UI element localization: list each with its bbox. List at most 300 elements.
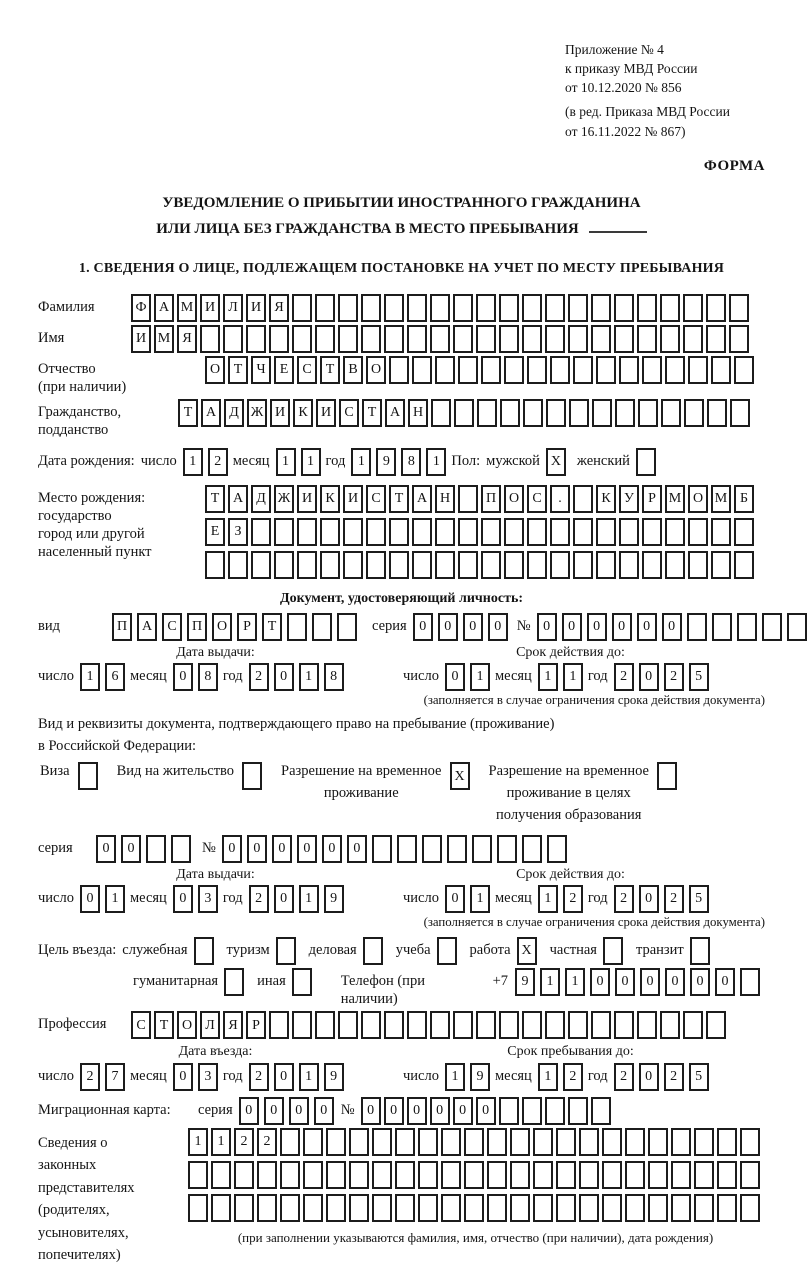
char-cell[interactable]: 0 [430,1097,450,1125]
char-cell[interactable] [545,294,565,322]
char-cell[interactable]: О [688,485,708,513]
char-cell[interactable]: . [550,485,570,513]
char-cell[interactable] [326,1128,346,1156]
char-cell[interactable] [303,1194,323,1222]
char-cell[interactable]: 0 [453,1097,473,1125]
char-cell[interactable] [320,518,340,546]
char-cell[interactable]: 0 [537,613,557,641]
char-cell[interactable] [395,1194,415,1222]
char-cell[interactable]: О [212,613,232,641]
char-cell[interactable] [487,1161,507,1189]
char-cell[interactable] [430,1011,450,1039]
char-cell[interactable]: Н [408,399,428,427]
char-cell[interactable]: 1 [351,448,371,476]
char-cell[interactable]: В [343,356,363,384]
char-cell[interactable]: Т [154,1011,174,1039]
char-cell[interactable]: 0 [274,663,294,691]
char-cell[interactable]: 1 [538,885,558,913]
char-cell[interactable] [602,1128,622,1156]
char-cell[interactable]: 1 [563,663,583,691]
char-cell[interactable] [619,551,639,579]
char-cell[interactable] [638,399,658,427]
char-cell[interactable] [447,835,467,863]
char-cell[interactable] [361,325,381,353]
char-cell[interactable] [671,1128,691,1156]
char-cell[interactable] [734,356,754,384]
char-cell[interactable]: 1 [276,448,296,476]
char-cell[interactable]: Ч [251,356,271,384]
char-cell[interactable] [712,613,732,641]
char-cell[interactable] [556,1194,576,1222]
char-cell[interactable] [188,1161,208,1189]
char-cell[interactable]: 5 [689,1063,709,1091]
char-cell[interactable]: X [546,448,566,476]
char-cell[interactable] [487,1128,507,1156]
char-cell[interactable] [366,551,386,579]
char-cell[interactable] [579,1161,599,1189]
char-cell[interactable] [688,356,708,384]
char-cell[interactable] [706,1011,726,1039]
char-cell[interactable] [660,325,680,353]
char-cell[interactable]: М [154,325,174,353]
char-cell[interactable] [274,518,294,546]
char-cell[interactable]: Я [177,325,197,353]
char-cell[interactable] [315,325,335,353]
char-cell[interactable] [234,1194,254,1222]
char-cell[interactable] [573,485,593,513]
char-cell[interactable] [464,1128,484,1156]
char-cell[interactable] [706,325,726,353]
char-cell[interactable] [614,1011,634,1039]
char-cell[interactable]: Р [642,485,662,513]
char-cell[interactable] [717,1194,737,1222]
char-cell[interactable] [568,294,588,322]
char-cell[interactable] [292,968,312,996]
char-cell[interactable] [550,356,570,384]
char-cell[interactable]: 1 [426,448,446,476]
char-cell[interactable]: 0 [445,663,465,691]
char-cell[interactable]: 7 [105,1063,125,1091]
char-cell[interactable] [619,518,639,546]
char-cell[interactable]: Б [734,485,754,513]
char-cell[interactable] [389,356,409,384]
char-cell[interactable]: 1 [538,663,558,691]
char-cell[interactable]: 0 [96,835,116,863]
char-cell[interactable] [453,325,473,353]
char-cell[interactable] [625,1128,645,1156]
char-cell[interactable] [200,325,220,353]
char-cell[interactable]: 0 [587,613,607,641]
char-cell[interactable]: 0 [637,613,657,641]
char-cell[interactable] [602,1194,622,1222]
char-cell[interactable]: К [596,485,616,513]
char-cell[interactable]: 0 [297,835,317,863]
char-cell[interactable] [660,1011,680,1039]
char-cell[interactable] [694,1194,714,1222]
char-cell[interactable]: 8 [324,663,344,691]
char-cell[interactable] [384,1011,404,1039]
char-cell[interactable]: 0 [488,613,508,641]
char-cell[interactable] [361,294,381,322]
char-cell[interactable]: 1 [183,448,203,476]
char-cell[interactable]: М [711,485,731,513]
char-cell[interactable] [146,835,166,863]
char-cell[interactable] [671,1161,691,1189]
char-cell[interactable] [550,551,570,579]
char-cell[interactable] [740,1128,760,1156]
char-cell[interactable] [435,356,455,384]
char-cell[interactable]: 1 [299,1063,319,1091]
char-cell[interactable]: 0 [173,663,193,691]
char-cell[interactable] [717,1128,737,1156]
char-cell[interactable] [527,518,547,546]
char-cell[interactable] [614,294,634,322]
char-cell[interactable]: 0 [247,835,267,863]
char-cell[interactable]: 8 [401,448,421,476]
char-cell[interactable]: 2 [563,1063,583,1091]
char-cell[interactable] [464,1161,484,1189]
char-cell[interactable]: Я [223,1011,243,1039]
char-cell[interactable]: Е [205,518,225,546]
char-cell[interactable] [730,399,750,427]
char-cell[interactable] [397,835,417,863]
char-cell[interactable]: Н [435,485,455,513]
char-cell[interactable] [573,518,593,546]
char-cell[interactable]: 0 [438,613,458,641]
char-cell[interactable]: 0 [662,613,682,641]
char-cell[interactable] [602,1161,622,1189]
char-cell[interactable] [326,1194,346,1222]
char-cell[interactable] [648,1128,668,1156]
char-cell[interactable]: П [187,613,207,641]
char-cell[interactable]: 0 [314,1097,334,1125]
char-cell[interactable] [251,518,271,546]
char-cell[interactable] [372,1194,392,1222]
char-cell[interactable] [522,1097,542,1125]
char-cell[interactable] [690,937,710,965]
char-cell[interactable] [422,835,442,863]
char-cell[interactable]: 5 [689,885,709,913]
char-cell[interactable] [694,1161,714,1189]
char-cell[interactable] [591,1097,611,1125]
char-cell[interactable] [591,1011,611,1039]
char-cell[interactable] [648,1161,668,1189]
char-cell[interactable] [315,1011,335,1039]
char-cell[interactable] [276,937,296,965]
char-cell[interactable]: 1 [299,663,319,691]
char-cell[interactable] [504,356,524,384]
char-cell[interactable]: А [385,399,405,427]
char-cell[interactable]: 0 [615,968,635,996]
char-cell[interactable]: 1 [80,663,100,691]
char-cell[interactable]: 1 [565,968,585,996]
char-cell[interactable] [737,613,757,641]
char-cell[interactable] [637,1011,657,1039]
char-cell[interactable]: 3 [198,885,218,913]
char-cell[interactable] [504,551,524,579]
char-cell[interactable]: А [137,613,157,641]
char-cell[interactable] [499,294,519,322]
char-cell[interactable] [683,325,703,353]
char-cell[interactable] [361,1011,381,1039]
char-cell[interactable] [568,1097,588,1125]
char-cell[interactable] [280,1128,300,1156]
char-cell[interactable]: 8 [198,663,218,691]
char-cell[interactable] [363,937,383,965]
char-cell[interactable] [546,399,566,427]
char-cell[interactable] [660,294,680,322]
char-cell[interactable] [337,613,357,641]
char-cell[interactable]: 0 [274,1063,294,1091]
char-cell[interactable] [246,325,266,353]
char-cell[interactable] [343,518,363,546]
char-cell[interactable]: 0 [715,968,735,996]
char-cell[interactable]: Т [228,356,248,384]
char-cell[interactable] [251,551,271,579]
char-cell[interactable] [481,551,501,579]
char-cell[interactable] [224,968,244,996]
char-cell[interactable]: О [205,356,225,384]
char-cell[interactable] [366,518,386,546]
char-cell[interactable]: Д [224,399,244,427]
char-cell[interactable]: 0 [639,663,659,691]
char-cell[interactable] [476,1011,496,1039]
char-cell[interactable]: 6 [105,663,125,691]
char-cell[interactable] [453,294,473,322]
char-cell[interactable]: Т [178,399,198,427]
char-cell[interactable] [320,551,340,579]
char-cell[interactable]: И [297,485,317,513]
char-cell[interactable] [497,835,517,863]
char-cell[interactable] [223,325,243,353]
char-cell[interactable]: И [316,399,336,427]
char-cell[interactable]: И [246,294,266,322]
char-cell[interactable]: 0 [239,1097,259,1125]
char-cell[interactable]: 3 [198,1063,218,1091]
char-cell[interactable] [430,294,450,322]
char-cell[interactable] [533,1194,553,1222]
char-cell[interactable]: 1 [470,885,490,913]
char-cell[interactable] [591,294,611,322]
char-cell[interactable] [205,551,225,579]
char-cell[interactable]: Л [200,1011,220,1039]
char-cell[interactable] [407,1011,427,1039]
char-cell[interactable] [556,1128,576,1156]
char-cell[interactable] [740,1194,760,1222]
char-cell[interactable] [292,325,312,353]
char-cell[interactable]: 0 [639,1063,659,1091]
char-cell[interactable]: 1 [211,1128,231,1156]
char-cell[interactable]: 0 [562,613,582,641]
char-cell[interactable]: 9 [470,1063,490,1091]
char-cell[interactable] [573,551,593,579]
char-cell[interactable] [740,968,760,996]
char-cell[interactable]: П [481,485,501,513]
char-cell[interactable] [499,325,519,353]
char-cell[interactable] [615,399,635,427]
char-cell[interactable] [430,325,450,353]
char-cell[interactable]: 0 [121,835,141,863]
char-cell[interactable]: 1 [299,885,319,913]
char-cell[interactable]: 0 [665,968,685,996]
char-cell[interactable] [372,1128,392,1156]
char-cell[interactable]: X [450,762,470,790]
char-cell[interactable]: 2 [664,1063,684,1091]
char-cell[interactable] [625,1194,645,1222]
char-cell[interactable] [372,1161,392,1189]
char-cell[interactable] [734,518,754,546]
char-cell[interactable] [292,294,312,322]
char-cell[interactable] [338,325,358,353]
char-cell[interactable]: 1 [540,968,560,996]
char-cell[interactable] [762,613,782,641]
char-cell[interactable] [523,399,543,427]
char-cell[interactable] [389,551,409,579]
char-cell[interactable] [372,835,392,863]
char-cell[interactable]: 2 [614,1063,634,1091]
char-cell[interactable]: О [366,356,386,384]
char-cell[interactable] [435,518,455,546]
char-cell[interactable]: 0 [640,968,660,996]
char-cell[interactable] [481,518,501,546]
char-cell[interactable]: 0 [80,885,100,913]
char-cell[interactable]: П [112,613,132,641]
char-cell[interactable] [740,1161,760,1189]
char-cell[interactable] [476,294,496,322]
char-cell[interactable]: А [154,294,174,322]
char-cell[interactable] [389,518,409,546]
char-cell[interactable]: У [619,485,639,513]
char-cell[interactable] [315,294,335,322]
char-cell[interactable] [78,762,98,790]
char-cell[interactable] [642,518,662,546]
char-cell[interactable] [287,613,307,641]
char-cell[interactable] [510,1161,530,1189]
char-cell[interactable] [665,551,685,579]
char-cell[interactable]: 1 [105,885,125,913]
char-cell[interactable] [418,1161,438,1189]
char-cell[interactable]: Т [262,613,282,641]
char-cell[interactable]: 0 [264,1097,284,1125]
char-cell[interactable] [458,551,478,579]
char-cell[interactable] [545,325,565,353]
char-cell[interactable] [711,518,731,546]
char-cell[interactable] [418,1194,438,1222]
char-cell[interactable]: 0 [384,1097,404,1125]
char-cell[interactable] [504,518,524,546]
char-cell[interactable]: Р [237,613,257,641]
char-cell[interactable] [395,1161,415,1189]
char-cell[interactable] [522,1011,542,1039]
char-cell[interactable]: 2 [234,1128,254,1156]
char-cell[interactable]: 9 [324,1063,344,1091]
char-cell[interactable] [717,1161,737,1189]
char-cell[interactable]: З [228,518,248,546]
char-cell[interactable] [707,399,727,427]
char-cell[interactable] [384,294,404,322]
char-cell[interactable] [477,399,497,427]
char-cell[interactable] [499,1011,519,1039]
char-cell[interactable] [688,518,708,546]
char-cell[interactable]: Р [246,1011,266,1039]
char-cell[interactable] [441,1194,461,1222]
char-cell[interactable] [211,1161,231,1189]
char-cell[interactable] [547,835,567,863]
char-cell[interactable]: 2 [249,663,269,691]
char-cell[interactable] [661,399,681,427]
char-cell[interactable]: 2 [614,885,634,913]
char-cell[interactable] [326,1161,346,1189]
char-cell[interactable]: 1 [445,1063,465,1091]
char-cell[interactable] [694,1128,714,1156]
char-cell[interactable]: 2 [664,663,684,691]
char-cell[interactable] [343,551,363,579]
char-cell[interactable] [711,551,731,579]
char-cell[interactable] [729,325,749,353]
char-cell[interactable] [665,518,685,546]
char-cell[interactable]: С [131,1011,151,1039]
char-cell[interactable]: Т [362,399,382,427]
char-cell[interactable] [384,325,404,353]
char-cell[interactable] [657,762,677,790]
char-cell[interactable] [527,356,547,384]
char-cell[interactable] [464,1194,484,1222]
char-cell[interactable] [297,551,317,579]
char-cell[interactable] [636,448,656,476]
char-cell[interactable]: 0 [347,835,367,863]
char-cell[interactable] [487,1194,507,1222]
char-cell[interactable]: X [517,937,537,965]
char-cell[interactable]: 0 [612,613,632,641]
char-cell[interactable]: 0 [476,1097,496,1125]
char-cell[interactable]: 2 [563,885,583,913]
char-cell[interactable]: К [320,485,340,513]
char-cell[interactable] [171,835,191,863]
char-cell[interactable] [573,356,593,384]
char-cell[interactable] [614,325,634,353]
char-cell[interactable] [211,1194,231,1222]
char-cell[interactable] [418,1128,438,1156]
char-cell[interactable]: Ж [247,399,267,427]
char-cell[interactable]: 1 [470,663,490,691]
char-cell[interactable] [269,325,289,353]
char-cell[interactable] [683,1011,703,1039]
char-cell[interactable] [500,399,520,427]
char-cell[interactable]: 1 [301,448,321,476]
char-cell[interactable] [234,1161,254,1189]
char-cell[interactable] [407,325,427,353]
char-cell[interactable] [688,551,708,579]
char-cell[interactable] [729,294,749,322]
char-cell[interactable] [338,1011,358,1039]
char-cell[interactable] [527,551,547,579]
char-cell[interactable]: 2 [614,663,634,691]
char-cell[interactable]: Я [269,294,289,322]
char-cell[interactable]: И [270,399,290,427]
char-cell[interactable]: А [228,485,248,513]
char-cell[interactable] [458,356,478,384]
char-cell[interactable]: 1 [538,1063,558,1091]
char-cell[interactable]: Д [251,485,271,513]
char-cell[interactable] [349,1128,369,1156]
char-cell[interactable] [545,1011,565,1039]
char-cell[interactable] [683,294,703,322]
char-cell[interactable] [642,551,662,579]
char-cell[interactable] [603,937,623,965]
char-cell[interactable]: Т [389,485,409,513]
char-cell[interactable] [533,1161,553,1189]
char-cell[interactable] [499,1097,519,1125]
